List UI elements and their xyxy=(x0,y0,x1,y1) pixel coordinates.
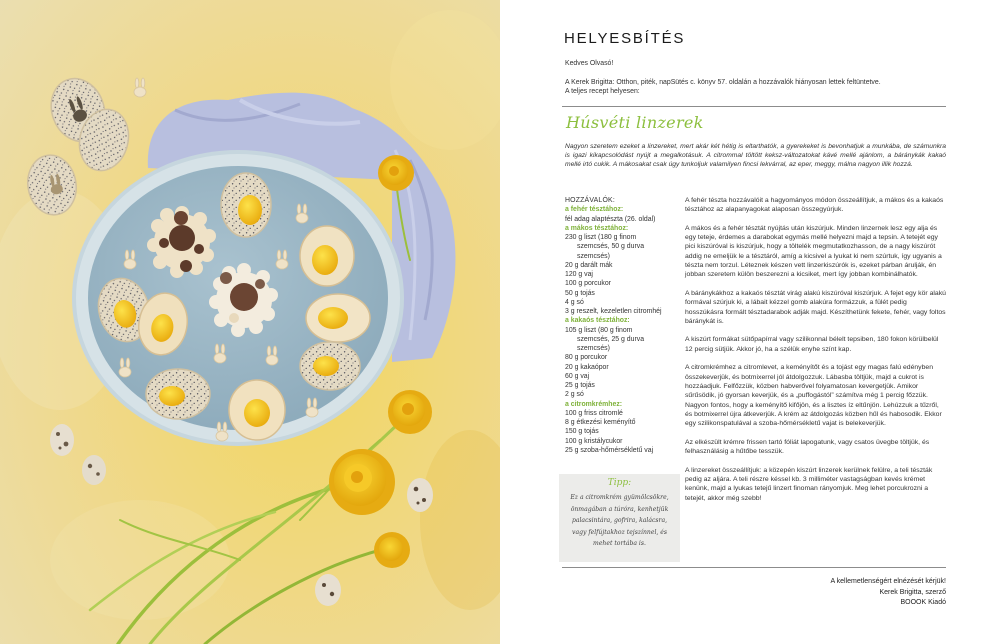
ingredient-line: 105 g liszt (80 g finom xyxy=(565,326,633,334)
ingredient-line: 2 g só xyxy=(565,391,584,399)
ingredient-line: szemcsés) xyxy=(577,345,610,352)
ingredient-line: 50 g tojás xyxy=(565,289,595,297)
method-text xyxy=(685,196,947,512)
ingredient-line: 100 g friss citromlé xyxy=(565,409,623,417)
ingredient-line: fél adag alaptészta (26. oldal) xyxy=(565,215,656,223)
tip-text xyxy=(559,492,680,550)
tip-line: vagy felfújtakhoz tejszínnel, és xyxy=(572,528,667,536)
ingredient-line: 100 g kristálycukor xyxy=(565,437,623,445)
footer xyxy=(830,577,946,609)
ingredient-line: 4 g só xyxy=(565,298,584,306)
ingredient-line: HOZZÁVALÓK: xyxy=(565,197,615,204)
ranunculus-flower xyxy=(388,390,432,434)
ingredient-line: 25 g tojás xyxy=(565,382,595,389)
ingredient-line: 80 g porcukor xyxy=(565,354,608,362)
method-paragraph: A báránykákhoz a kakaós tésztát virág alakú kiszúróval kiszúrjuk. A fejet egy kör alakú formával szúrjuk ki, a lábait kézzel gomb alakúra formázzuk, a fülét pedig hosszúkásra formált tésztadarabok adják majd. Készíthetünk fekete, fehér, vagy foltos báránykát is. xyxy=(685,289,946,325)
ranunculus-flower xyxy=(329,449,395,515)
ingredient-line: a fehér tésztához: xyxy=(565,206,624,214)
poppy-egg-cookie xyxy=(300,342,360,390)
method-paragraph: A kiszúrt formákat sütőpapírral vagy szilikonnal bélelt tepsiben, 180 fokon körülbelül 12 percig sütjük. Akkor jó, ha a szélük enyhe színt kap. xyxy=(685,336,939,353)
divider xyxy=(562,567,946,568)
ingredient-line: a mákos tésztához: xyxy=(565,224,629,232)
tip-box xyxy=(559,474,680,562)
erratum-notice: A Kerek Brigitta: Otthon, piték, napSütés c. könyv 57. oldalán a hozzávalók hiányosan lettek feltüntetve. xyxy=(565,79,881,86)
ingredient-line: 60 g vaj xyxy=(565,372,590,380)
correct-recipe-lead: A teljes recept helyesen: xyxy=(565,88,640,95)
ingredient-line: szemcsés) xyxy=(577,252,610,260)
page-title: HELYESBÍTÉS xyxy=(564,30,686,47)
ingredient-line: a kakaós tésztához: xyxy=(565,317,630,325)
greeting: Kedves Olvasó! xyxy=(565,60,614,67)
poppy-egg-cookie xyxy=(221,173,271,237)
method-paragraph: A citromkrémhez a citromlevet, a keményítőt és a tojást egy magas falú edényben összekeverjük, és botmixerrel jól átdolgozzuk. Lábasba töltjük, majd a cukrot is hozzáadjuk. Felfőzzük, közben habverővel folyamatosan kevergetjük. Amikor sűrűsödik, jó gyorsan keverjük, és a „puffogástól” számítva még 1 percig főzzük. Nagyon fontos, hogy a keményítő kifőjön, és a lisztes íz eltűnjön. Lehúzzuk a tűzről, és botmixerrel újra átkeverjük. A krém az átdolgozás közben hűl és habosodik. Ekkor egy szilikonspatulával a szoba-hőmérsékletű vajat is belekeverjük. xyxy=(685,364,942,428)
ingredient-line: 150 g tojás xyxy=(565,428,599,436)
ingredient-line: 100 g porcukor xyxy=(565,280,611,288)
tip-label: Tipp: xyxy=(607,478,632,488)
tip-line: mehet tortába is. xyxy=(593,540,646,547)
ingredient-line: szemcsés, 25 g durva xyxy=(577,335,645,343)
method-paragraph: A linzereket összeállítjuk: a közepén kiszúrt linzerek kerülnek felülre, a teli tészták pedig az aljára. A teli részre késsel kb. 3 milliméter vastagságban kevés krémet kenünk, majd a lyukas tetejű linzert finoman rányomjuk. Meg lehet porcukrozni a tetejét, akkor még szebb! xyxy=(685,466,933,502)
ingredients-list xyxy=(565,196,683,455)
method-paragraph: A mákos és a fehér tésztát nyújtás után kiszúrjuk. Minden linzernek lesz egy alja és egy teteje, érdemes a darabokat egymás mellé helyezni majd a tepsin. A tetejét egy pici kiszúróval is kiszúrjuk, hogy a töltelék megmutatkozhasson, de a nagy kiszúrót addig ne emeljük le a tésztáról, amíg a kicsivel a lyukat ki nem szúrtuk, így ugyanis a tészta nem torzul. Léteznek készen vett linzerkiszúrók is, ezeket párban árulják, én jobban szeretem külön beszerezni a kicsiket, mert így jobban kombinálhatók. xyxy=(685,224,942,279)
ingredient-line: 230 g liszt (180 g finom xyxy=(565,234,637,241)
tip-line: palacsintára, gofrira, kalácsra, xyxy=(571,517,668,524)
divider xyxy=(562,106,946,107)
ingredient-line: a citromkrémhez: xyxy=(565,400,623,408)
ingredient-line: 8 g étkezési keményítő xyxy=(565,419,636,426)
plain-egg-cookie xyxy=(306,294,370,342)
method-paragraph: A fehér tészta hozzávalóit a hagyományos módon összeállítjuk, a mákos és a kakaós tésztához az alapanyagokat alaposan összegyúrjuk. xyxy=(685,197,944,214)
ingredient-line: 20 g kakaópor xyxy=(565,363,609,371)
ingredient-line: 20 g darált mák xyxy=(565,261,613,269)
ingredient-line: 3 g reszelt, kezeletlen citromhéj xyxy=(565,308,662,315)
author-line: Kerek Brigitta, szerző xyxy=(879,588,946,596)
recipe-title: Húsvéti linzerek xyxy=(566,113,704,132)
publisher-line: BOOOK Kiadó xyxy=(900,599,946,606)
poppy-egg-cookie xyxy=(146,369,210,419)
method-paragraph: Az elkészült krémre frissen tartó fóliát lapogatunk, vagy csatos üvegbe töltjük, és felhasználásig a hűtőbe tesszük. xyxy=(685,438,930,456)
ingredient-line: szemcsés, 50 g durva xyxy=(577,243,645,251)
ingredient-line: 25 g szoba-hőmérsékletű vaj xyxy=(565,446,654,454)
recipe-intro: Nagyon szeretem ezeket a linzereket, mert akár két hétig is eltarthatók, a gyerekeket is bevonhatjuk a munkába, de számunkra is igazi kikapcsolódást nyújt a megalkotásuk. A citrommal töltött keksz-változatokat kávé mellé ajánlom, a báránykák kakaó mellé irtó cukik. A mákosakat csak úgy tunkoljuk valamilyen fincsi lekvárral, az eper, meggy, málna nagyon illik hozzá. xyxy=(565,143,946,169)
tip-line: önmagában a túróra, kenhetjük xyxy=(570,505,669,513)
ranunculus-flower xyxy=(378,155,414,191)
ingredient-line: 120 g vaj xyxy=(565,271,593,278)
plain-egg-cookie xyxy=(300,226,354,286)
tip-line: Ez a citromkrém gyümölcsökre, xyxy=(570,494,669,501)
plain-egg-cookie xyxy=(229,380,285,440)
apology-line: A kellemetlenségért elnézését kérjük! xyxy=(830,578,946,585)
ranunculus-flower xyxy=(374,532,410,568)
